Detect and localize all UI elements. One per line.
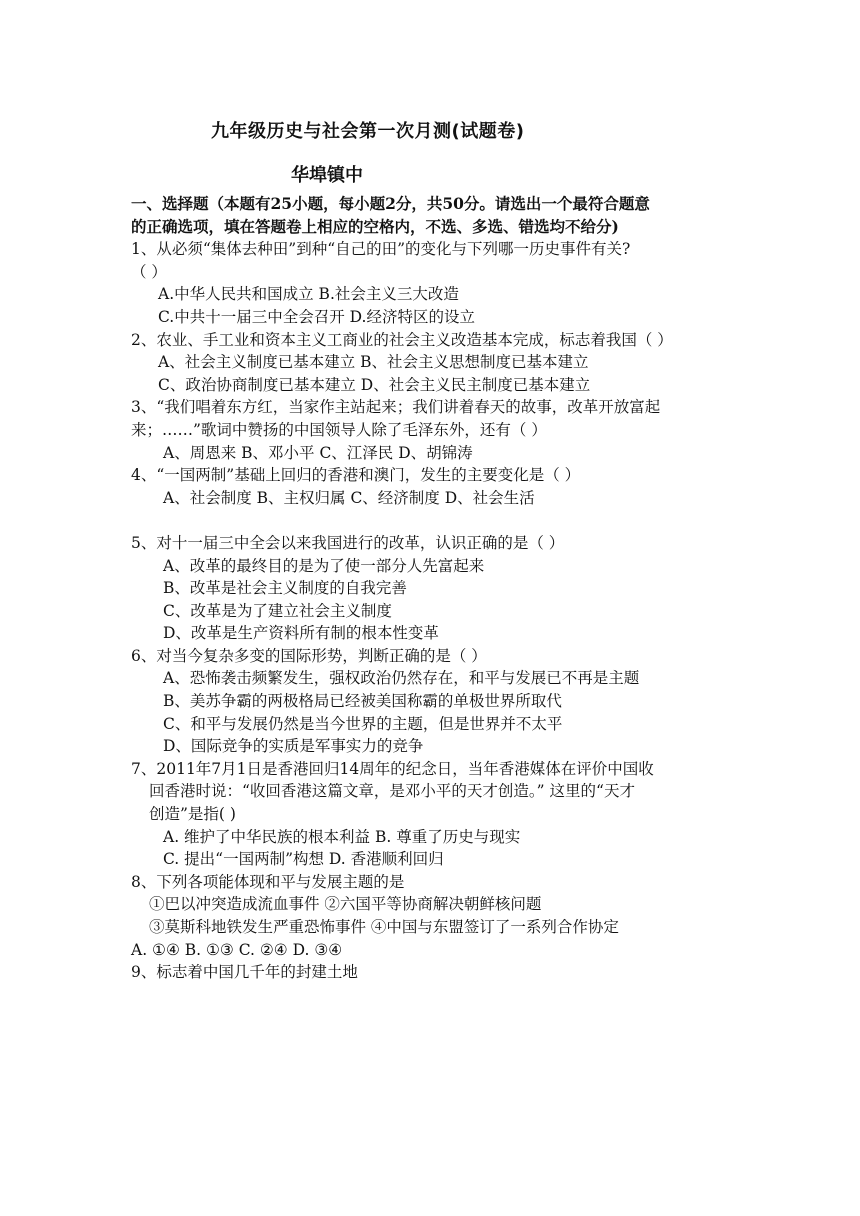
question-5-option-a: A、改革的最终目的是为了使一部分人先富起来 bbox=[163, 556, 485, 575]
question-1-options-cd: C.中共十一届三中全会召开 D.经济特区的设立 bbox=[158, 307, 475, 326]
question-8-stem: 8、下列各项能体现和平与发展主题的是 bbox=[131, 872, 405, 891]
question-8-items-2: ③莫斯科地铁发生严重恐怖事件 ④中国与东盟签订了一系列合作协定 bbox=[149, 918, 619, 936]
spacer bbox=[131, 509, 741, 532]
document-title: 九年级历史与社会第一次月测(试题卷) bbox=[211, 121, 525, 142]
question-8-items-1: ①巴以冲突造成流血事件 ②六国平等协商解决朝鲜核问题 bbox=[149, 895, 542, 914]
question-6-option-d: D、国际竞争的实质是军事实力的竞争 bbox=[163, 737, 424, 756]
question-list bbox=[131, 193, 741, 984]
question-2-options-cd: C、政治协商制度已基本建立 D、社会主义民主制度已基本建立 bbox=[158, 375, 591, 394]
question-5-stem: 5、对十一届三中全会以来我国进行的改革，认识正确的是（ ） bbox=[131, 533, 565, 552]
question-7-options-ab: A. 维护了中华民族的根本利益 B. 尊重了历史与现实 bbox=[163, 827, 521, 846]
question-8-options: A. ①④ B. ①③ C. ②④ D. ③④ bbox=[131, 940, 343, 959]
question-6-stem: 6、对当今复杂多变的国际形势，判断正确的是（ ） bbox=[131, 646, 487, 665]
question-5-option-c: C、改革是为了建立社会主义制度 bbox=[163, 601, 392, 620]
question-5-option-b: B、改革是社会主义制度的自我完善 bbox=[163, 579, 407, 598]
question-3-options: A、周恩来 B、邓小平 C、江泽民 D、胡锦涛 bbox=[163, 443, 473, 462]
question-9-stem: 9、标志着中国几千年的封建土地 bbox=[131, 963, 358, 982]
question-7-stem-cont: 回香港时说：“收回香港这篇文章，是邓小平的天才创造。” 这里的“天才 bbox=[149, 782, 635, 801]
question-1-options-ab: A.中华人民共和国成立 B.社会主义三大改造 bbox=[158, 285, 459, 304]
question-6-option-b: B、美苏争霸的两极格局已经被美国称霸的单极世界所取代 bbox=[163, 692, 562, 711]
question-5-option-d: D、改革是生产资料所有制的根本性变革 bbox=[163, 624, 439, 643]
school-name: 华埠镇中 bbox=[291, 165, 363, 186]
question-7-stem-end: 创造”是指( ) bbox=[149, 805, 236, 824]
question-7-options-cd: C. 提出“一国两制”构想 D. 香港顺利回归 bbox=[163, 850, 444, 869]
section-heading-cont: 的正确选项，填在答题卷上相应的空格内，不选、多选、错选均不给分) bbox=[131, 216, 619, 236]
question-1-answer-blank: （ ） bbox=[131, 262, 167, 281]
question-6-option-a: A、恐怖袭击频繁发生，强权政治仍然存在，和平与发展已不再是主题 bbox=[163, 669, 640, 688]
question-2-stem: 2、农业、手工业和资本主义工商业的社会主义改造基本完成，标志着我国（ ） bbox=[131, 330, 673, 349]
question-6-option-c: C、和平与发展仍然是当今世界的主题，但是世界并不太平 bbox=[163, 714, 563, 733]
section-heading: 一、选择题（本题有25小题，每小题2分，共50分。请选出一个最符合题意 bbox=[131, 194, 650, 213]
question-7-stem: 7、2011年7月1日是香港回归14周年的纪念日，当年香港媒体在评价中国收 bbox=[131, 759, 654, 778]
question-2-options-ab: A、社会主义制度已基本建立 B、社会主义思想制度已基本建立 bbox=[158, 353, 589, 372]
question-4-options: A、社会制度 B、主权归属 C、经济制度 D、社会生活 bbox=[163, 488, 535, 507]
question-1-stem: 1、从必须“集体去种田”到种“自己的田”的变化与下列哪一历史事件有关? bbox=[131, 240, 631, 259]
question-3-stem: 3、“我们唱着东方红，当家作主站起来；我们讲着春天的故事，改革开放富起 bbox=[131, 398, 661, 417]
question-4-stem: 4、“一国两制”基础上回归的香港和澳门，发生的主要变化是（ ） bbox=[131, 466, 581, 485]
question-3-stem-cont: 来；……”歌词中赞扬的中国领导人除了毛泽东外，还有（ ） bbox=[131, 420, 547, 439]
